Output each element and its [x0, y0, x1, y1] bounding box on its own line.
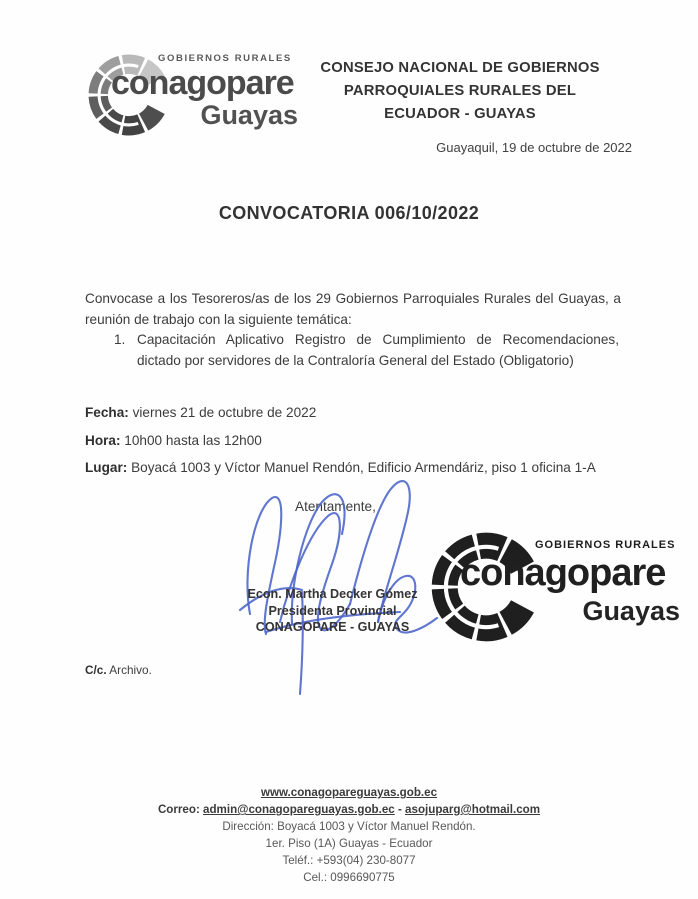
cc-value: Archivo.	[106, 662, 152, 677]
logo-region: Guayas	[200, 100, 298, 130]
email-separator: -	[394, 803, 406, 816]
detail-hora	[85, 433, 262, 448]
email-label: Correo:	[157, 803, 204, 816]
footer-email-line	[0, 801, 698, 818]
detail-hora-value: 10h00 hasta las 12h00	[120, 432, 262, 448]
cc-line	[85, 663, 152, 677]
logo-tagline: GOBIERNOS RURALES	[158, 53, 292, 64]
detail-fecha-label: Fecha:	[85, 404, 129, 420]
closing-salutation: Atentamente,	[295, 499, 376, 514]
signatory-name: Econ. Martha Decker Gómez	[247, 587, 418, 601]
signatory-role: Presidenta Provincial	[268, 603, 397, 618]
org-title-line: PARROQUIALES RURALES DEL	[343, 83, 577, 99]
stamp-tagline: GOBIERNOS RURALES	[535, 539, 676, 551]
stamp-region: Guayas	[582, 596, 680, 626]
agenda-item-text: Capacitación Aplicativo Registro de Cumplimiento de Recomendaciones, dictado por servidores de la Contraloría General del Estado (Obligatorio)	[137, 332, 619, 368]
signatory-block	[240, 586, 425, 636]
detail-fecha	[85, 405, 316, 420]
footer	[0, 784, 698, 886]
detail-fecha-value: viernes 21 de octubre de 2022	[128, 404, 317, 420]
date-line: Guayaquil, 19 de octubre de 2022	[436, 140, 632, 155]
stamp-brand: conagopare	[460, 552, 666, 594]
footer-cell: Cel.: 0996690775	[303, 871, 395, 884]
email-primary: admin@conagopareguayas.gob.ec	[203, 803, 395, 816]
org-title-line: CONSEJO NACIONAL DE GOBIERNOS	[320, 60, 600, 76]
organization-title	[308, 57, 612, 126]
document-title: CONVOCATORIA 006/10/2022	[218, 203, 480, 223]
footer-address-2: 1er. Piso (1A) Guayas - Ecuador	[265, 837, 433, 850]
org-title-line: ECUADOR - GUAYAS	[384, 106, 536, 122]
agenda-item-number: 1.	[114, 332, 126, 347]
cc-label: C/c.	[85, 662, 107, 677]
footer-phone: Teléf.: +593(04) 230-8077	[282, 854, 416, 867]
detail-lugar	[85, 460, 596, 475]
detail-hora-label: Hora:	[85, 432, 121, 448]
footer-website	[0, 784, 698, 801]
signatory-org: CONAGOPARE - GUAYAS	[255, 620, 410, 634]
detail-lugar-value: Boyacá 1003 y Víctor Manuel Rendón, Edificio Armendáriz, piso 1 oficina 1-A	[127, 459, 596, 475]
logo-brand: conagopare	[111, 64, 294, 102]
detail-lugar-label: Lugar:	[85, 459, 128, 475]
email-secondary: asojuparg@hotmail.com	[405, 803, 541, 816]
intro-paragraph: Convocase a los Tesoreros/as de los 29 Gobiernos Parroquiales Rurales del Guayas, a reunión de trabajo con la siguiente temática:	[85, 290, 621, 327]
footer-address: Dirección: Boyacá 1003 y Víctor Manuel Rendón.	[222, 820, 476, 833]
agenda-item	[114, 329, 619, 371]
conagopare-stamp	[424, 514, 686, 654]
website-link: www.conagopareguayas.gob.ec	[260, 786, 438, 799]
